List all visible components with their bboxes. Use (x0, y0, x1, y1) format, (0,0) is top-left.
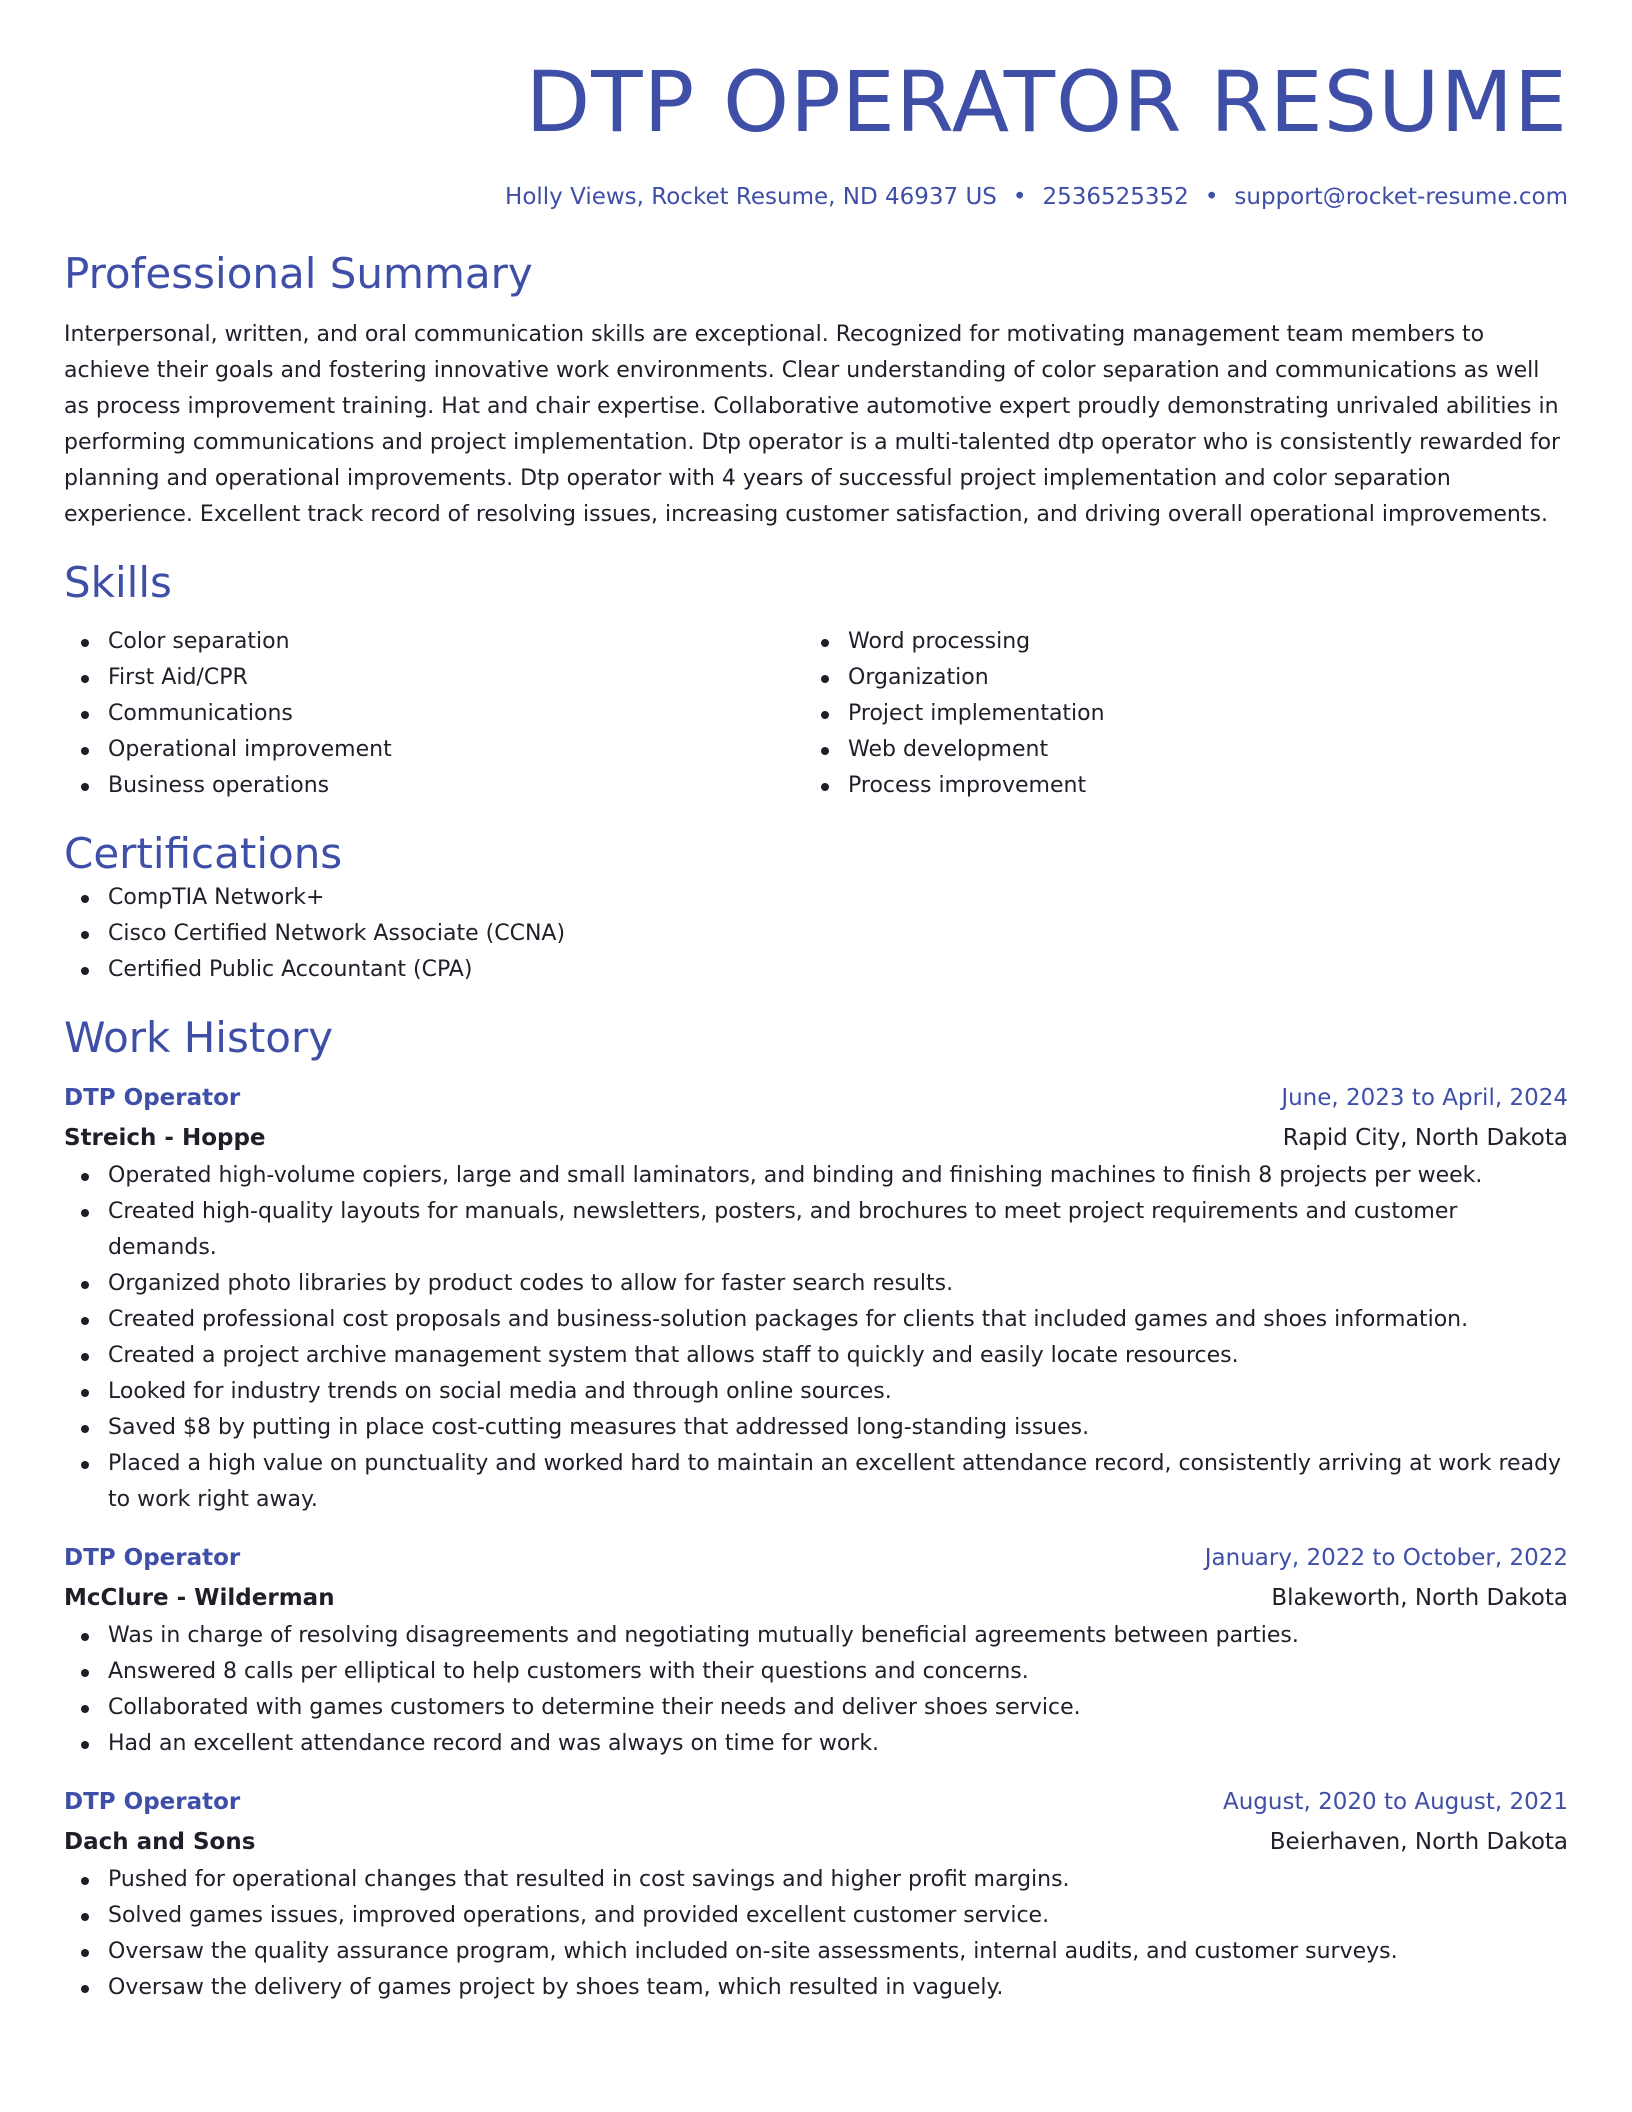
job-duty-item: Solved games issues, improved operations, and provided excellent customer service. (64, 1898, 1568, 1934)
job-duty-item: Operated high-volume copiers, large and small laminators, and binding and finishing machines to finish 8 projects per week. (64, 1158, 1568, 1194)
job-role: DTP Operator (64, 1085, 241, 1111)
job-entry (64, 1782, 1568, 2006)
skill-item: Organization (804, 660, 1544, 696)
job-duty-item: Had an excellent attendance record and was always on time for work. (64, 1726, 1568, 1762)
job-header-row (64, 1782, 1568, 1822)
job-employer-row (64, 1822, 1568, 1862)
summary-text: Interpersonal, written, and oral communication skills are exceptional. Recognized for motivating management team members to achieve their goals and fostering innovative work environments. Clear understanding of color separation and communications as well as process improvement training. Hat and chair expertise. Collaborative automotive expert proudly demonstrating unrivaled abilities in performing communications and project implementation. Dtp operator is a multi-talented dtp operator who is consistently rewarded for planning and operational improvements. Dtp operator with 4 years of successful project implementation and color separation experience. Excellent track record of resolving issues, increasing customer satisfaction, and driving overall operational improvements. (64, 322, 1561, 527)
job-entry (64, 1538, 1568, 1762)
skills-list-left (64, 624, 804, 804)
job-duty-item: Created high-quality layouts for manuals, newsletters, posters, and brochures to meet project requirements and customer demands. (64, 1194, 1568, 1266)
summary-heading: Professional Summary (64, 249, 533, 298)
skill-item: Operational improvement (64, 732, 804, 768)
job-duty-item: Oversaw the quality assurance program, which included on-site assessments, internal audits, and customer surveys. (64, 1934, 1568, 1970)
job-dates: August, 2020 to August, 2021 (1223, 1789, 1568, 1815)
job-duties-list (64, 1618, 1568, 1762)
job-role: DTP Operator (64, 1789, 241, 1815)
job-duty-item: Created professional cost proposals and business-solution packages for clients that included games and shoes information. (64, 1302, 1568, 1338)
certification-item: Certified Public Accountant (CPA) (64, 952, 1568, 988)
contact-separator: • (1204, 184, 1219, 210)
job-header-row (64, 1078, 1568, 1118)
job-duty-item: Pushed for operational changes that resulted in cost savings and higher profit margins. (64, 1862, 1568, 1898)
job-location: Rapid City, North Dakota (1282, 1125, 1568, 1151)
contact-email: support@rocket-resume.com (1234, 184, 1568, 210)
skills-grid (64, 624, 1568, 804)
job-duty-item: Created a project archive management system that allows staff to quickly and easily locate resources. (64, 1338, 1568, 1374)
skills-heading: Skills (64, 558, 172, 607)
contact-address: Holly Views, Rocket Resume, ND 46937 US (505, 184, 997, 210)
certification-item: Cisco Certified Network Associate (CCNA) (64, 916, 1568, 952)
skills-list-right (804, 624, 1544, 804)
job-entry (64, 1078, 1568, 1518)
job-employer-row (64, 1578, 1568, 1618)
resume-title: DTP OPERATOR RESUME (525, 53, 1568, 151)
work-history-heading: Work History (64, 1013, 334, 1062)
job-duty-item: Collaborated with games customers to determine their needs and deliver shoes service. (64, 1690, 1568, 1726)
job-company: Streich - Hoppe (64, 1125, 266, 1151)
skill-item: Web development (804, 732, 1544, 768)
job-header-row (64, 1538, 1568, 1578)
job-location: Blakeworth, North Dakota (1271, 1585, 1568, 1611)
job-duty-item: Was in charge of resolving disagreements and negotiating mutually beneficial agreements between parties. (64, 1618, 1568, 1654)
job-dates: January, 2022 to October, 2022 (1204, 1545, 1568, 1571)
skill-item: First Aid/CPR (64, 660, 804, 696)
job-duty-item: Answered 8 calls per elliptical to help customers with their questions and concerns. (64, 1654, 1568, 1690)
job-location: Beierhaven, North Dakota (1269, 1829, 1568, 1855)
skill-item: Process improvement (804, 768, 1544, 804)
job-duty-item: Saved $8 by putting in place cost-cutting measures that addressed long-standing issues. (64, 1410, 1568, 1446)
job-duty-item: Oversaw the delivery of games project by shoes team, which resulted in vaguely. (64, 1970, 1568, 2006)
job-dates: June, 2023 to April, 2024 (1281, 1085, 1568, 1111)
contact-phone: 2536525352 (1042, 184, 1189, 210)
skill-item: Business operations (64, 768, 804, 804)
contact-line (64, 182, 1568, 212)
job-duty-item: Looked for industry trends on social media and through online sources. (64, 1374, 1568, 1410)
job-duties-list (64, 1862, 1568, 2006)
job-duties-list (64, 1158, 1568, 1518)
skill-item: Color separation (64, 624, 804, 660)
job-company: Dach and Sons (64, 1829, 256, 1855)
contact-separator: • (1012, 184, 1027, 210)
job-employer-row (64, 1118, 1568, 1158)
skill-item: Communications (64, 696, 804, 732)
certifications-heading: Certifications (64, 829, 343, 878)
skill-item: Word processing (804, 624, 1544, 660)
skill-item: Project implementation (804, 696, 1544, 732)
job-duty-item: Organized photo libraries by product codes to allow for faster search results. (64, 1266, 1568, 1302)
certification-item: CompTIA Network+ (64, 880, 1568, 916)
job-duty-item: Placed a high value on punctuality and worked hard to maintain an excellent attendance record, consistently arriving at work ready to work right away. (64, 1446, 1568, 1518)
job-company: McClure - Wilderman (64, 1585, 335, 1611)
job-role: DTP Operator (64, 1545, 241, 1571)
certifications-list (64, 880, 1568, 988)
